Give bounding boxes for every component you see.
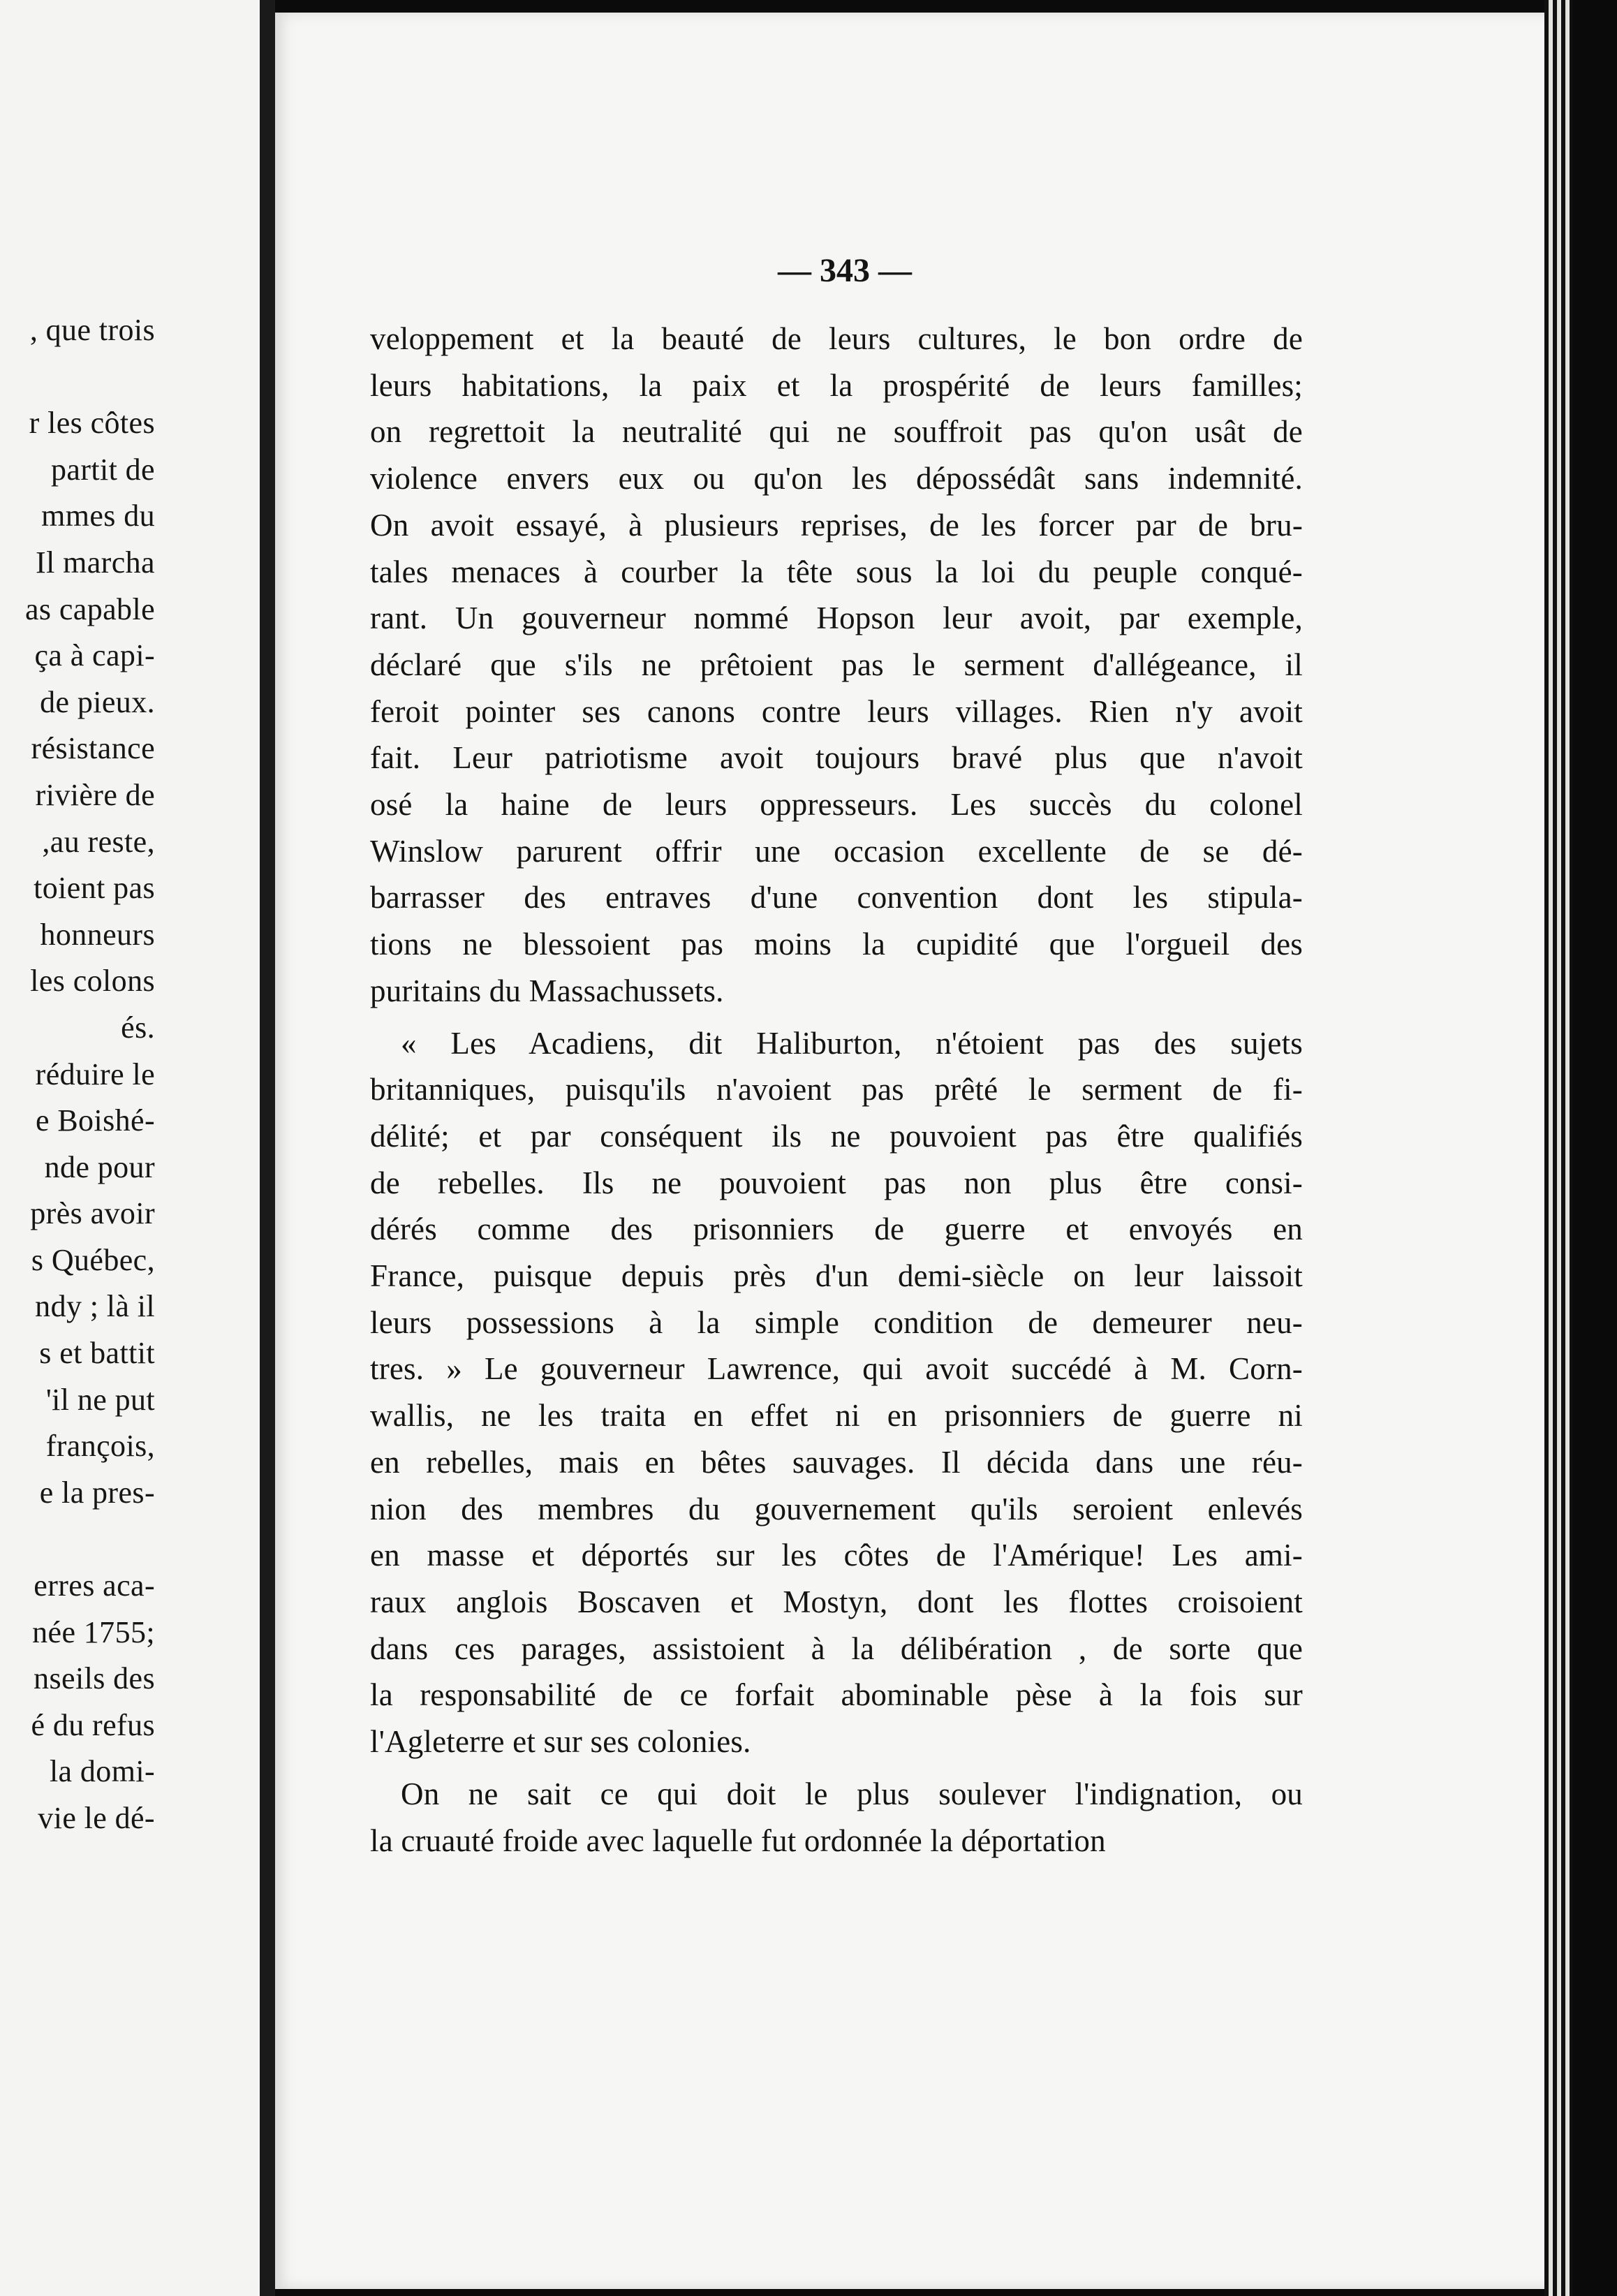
text-line: raux anglois Boscaven et Mostyn, dont les flottes croisoient xyxy=(370,1584,1303,1619)
left-page-line xyxy=(25,354,155,401)
page-edges xyxy=(1544,0,1617,2296)
text-line: la cruauté froide avec laquelle fut ordonnée la déportation xyxy=(370,1823,1106,1858)
left-page-line: partit de xyxy=(51,452,155,487)
text-line: puritains du Massachussets. xyxy=(370,973,724,1008)
left-page-line: les colons xyxy=(30,964,155,999)
text-line: nion des membres du gouvernement qu'ils seroient enlevés xyxy=(370,1491,1303,1526)
text-line: tres. » Le gouverneur Lawrence, qui avoit succédé à M. Corn- xyxy=(370,1351,1303,1387)
left-page-line xyxy=(25,1516,155,1563)
paragraph-gap xyxy=(370,1765,1303,1771)
text-line: tions ne blessoient pas moins la cupidité que l'orgueil des xyxy=(370,927,1303,962)
text-line: fait. Leur patriotisme avoit toujours bravé plus que n'avoit xyxy=(370,740,1303,776)
left-page-line: r les côtes xyxy=(29,406,155,441)
text-line: veloppement et la beauté de leurs cultures, le bon ordre de xyxy=(370,321,1303,356)
left-page-line: 'il ne put xyxy=(45,1382,155,1417)
left-page-line: erres aca- xyxy=(34,1568,155,1603)
left-page-line: s et battit xyxy=(39,1336,155,1371)
text-line: dérés comme des prisonniers de guerre et envoyés en xyxy=(370,1212,1303,1247)
left-page-line: vie le dé- xyxy=(38,1801,155,1835)
left-page-line: as capable xyxy=(25,591,155,626)
text-line: violence envers eux ou qu'on les dépossédât sans indemnité. xyxy=(370,461,1303,496)
left-page-line: près avoir xyxy=(30,1196,155,1231)
text-line: délité; et par conséquent ils ne pouvoient pas être qualifiés xyxy=(370,1118,1303,1154)
left-page-line: e la pres- xyxy=(39,1475,155,1510)
text-line: britanniques, puisqu'ils n'avoient pas prêté le serment de fi- xyxy=(370,1072,1303,1107)
text-line: déclaré que s'ils ne prêtoient pas le serment d'allégeance, il xyxy=(370,647,1303,682)
text-line: France, puisque depuis près d'un demi-siècle on leur laissoit xyxy=(370,1258,1303,1294)
text-line: barrasser des entraves d'une convention dont les stipula- xyxy=(370,880,1303,915)
left-page-line: françois, xyxy=(45,1429,155,1464)
text-line: en rebelles, mais en bêtes sauvages. Il décida dans une réu- xyxy=(370,1444,1303,1480)
page-number: — 343 — xyxy=(778,252,912,289)
left-page-line: ça à capi- xyxy=(34,638,155,673)
text-line: en masse et déportés sur les côtes de l'Amérique! Les ami- xyxy=(370,1538,1303,1573)
left-page-line: nde pour xyxy=(44,1149,155,1184)
text-line: de rebelles. Ils ne pouvoient pas non plus être consi- xyxy=(370,1165,1303,1200)
left-page-line: e Boishé- xyxy=(35,1103,155,1138)
left-page-text-fragments xyxy=(25,307,155,1842)
left-page-line: la domi- xyxy=(49,1754,155,1789)
text-line: On avoit essayé, à plusieurs reprises, de les forcer par de bru- xyxy=(370,507,1303,543)
left-page-line: ,au reste, xyxy=(42,824,155,859)
left-page-line: nseils des xyxy=(34,1661,155,1696)
paragraph-gap xyxy=(370,1015,1303,1020)
left-page-line: Il marcha xyxy=(36,545,155,580)
left-page-line: de pieux. xyxy=(40,684,155,719)
text-line: rant. Un gouverneur nommé Hopson leur avoit, par exemple, xyxy=(370,601,1303,636)
text-line: « Les Acadiens, dit Haliburton, n'étoient pas des sujets xyxy=(401,1025,1303,1061)
text-line: feroit pointer ses canons contre leurs villages. Rien n'y avoit xyxy=(370,693,1303,729)
left-page-line: és. xyxy=(121,1010,155,1045)
text-line: dans ces parages, assistoient à la délibération , de sorte que xyxy=(370,1631,1303,1666)
left-page-line: toient pas xyxy=(34,871,155,906)
text-line: osé la haine de leurs oppresseurs. Les succès du colonel xyxy=(370,787,1303,823)
text-line: Winslow parurent offrir une occasion excellente de se dé- xyxy=(370,833,1303,869)
left-page-line: réduire le xyxy=(35,1057,155,1091)
left-page-line: mmes du xyxy=(41,499,155,533)
book-gutter xyxy=(260,0,275,2296)
left-page-line: honneurs xyxy=(40,917,155,952)
left-page-line: rivière de xyxy=(35,777,155,812)
text-line: tales menaces à courber la tête sous la loi du peuple conqué- xyxy=(370,554,1303,589)
left-page-line: s Québec, xyxy=(31,1242,155,1277)
left-page-line: é du refus xyxy=(31,1707,155,1742)
text-line: on regrettoit la neutralité qui ne souffroit pas qu'on usât de xyxy=(370,414,1303,450)
left-page-line: ndy ; là il xyxy=(35,1289,155,1324)
left-page-line: , que trois xyxy=(29,313,155,347)
text-line: l'Agleterre et sur ses colonies. xyxy=(370,1724,751,1760)
left-page-line: résistance xyxy=(31,731,155,766)
body-text xyxy=(370,316,1303,1864)
text-line: la responsabilité de ce forfait abominable pèse à la fois sur xyxy=(370,1677,1303,1713)
text-line: On ne sait ce qui doit le plus soulever l'indignation, ou xyxy=(401,1776,1303,1811)
left-facing-page xyxy=(0,0,260,2296)
text-line: wallis, ne les traita en effet ni en prisonniers de guerre ni xyxy=(370,1398,1303,1434)
text-line: leurs habitations, la paix et la prospérité de leurs familles; xyxy=(370,367,1303,403)
text-line: leurs possessions à la simple condition de demeurer neu- xyxy=(370,1304,1303,1340)
left-page-line: née 1755; xyxy=(32,1614,155,1649)
